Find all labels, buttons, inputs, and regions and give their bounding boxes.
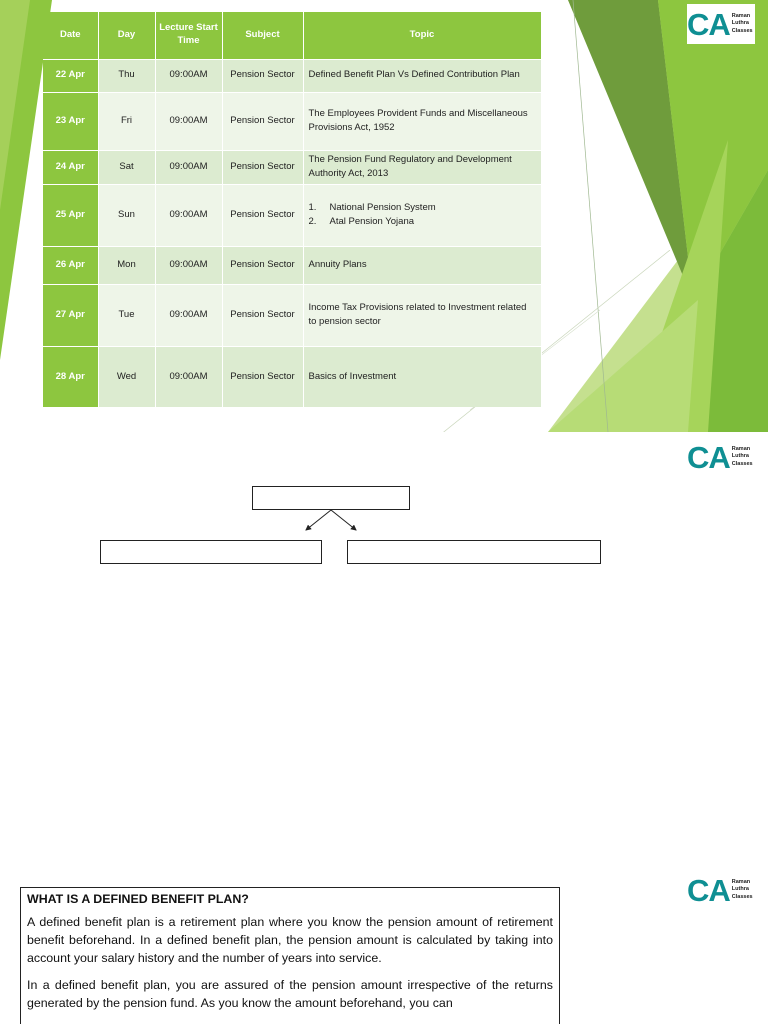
cell-day: Fri: [98, 92, 155, 150]
section-heading: WHAT IS A DEFINED BENEFIT PLAN?: [27, 892, 249, 906]
cell-topic: The Employees Provident Funds and Miscellaneous Provisions Act, 1952: [303, 92, 541, 150]
logo-names: [732, 446, 753, 468]
cell-topic: Annuity Plans: [303, 246, 541, 284]
cell-time: 09:00AM: [155, 92, 222, 150]
cell-day: Mon: [98, 246, 155, 284]
logo-line-3: Classes: [731, 893, 753, 900]
cell-day: Sat: [98, 150, 155, 184]
slide-schedule: [0, 0, 768, 432]
cell-subject: Pension Sector: [222, 284, 303, 346]
logo-names: [732, 879, 753, 901]
lecture-schedule-table: [43, 12, 542, 407]
logo-line-1: Raman: [731, 12, 751, 19]
logo-line-2: Luthra: [731, 886, 749, 893]
logo-line-1: Raman: [731, 445, 751, 452]
logo-line-3: Classes: [731, 27, 753, 34]
cell-time: 09:00AM: [155, 150, 222, 184]
table-header-row: [43, 12, 541, 59]
list-item: [309, 215, 537, 229]
logo: [687, 437, 755, 477]
cell-date: 26 Apr: [43, 246, 98, 284]
cell-date: 27 Apr: [43, 284, 98, 346]
cell-topic: Basics of Investment: [303, 346, 541, 407]
cell-topic: Defined Benefit Plan Vs Defined Contribution Plan: [303, 59, 541, 92]
logo: [687, 870, 755, 910]
cell-subject: Pension Sector: [222, 346, 303, 407]
header-subject: Subject: [222, 12, 303, 59]
cell-subject: Pension Sector: [222, 184, 303, 246]
cell-day: Tue: [98, 284, 155, 346]
slide-diagram: [0, 433, 768, 865]
cell-time: 09:00AM: [155, 246, 222, 284]
cell-date: 24 Apr: [43, 150, 98, 184]
logo-line-2: Luthra: [731, 20, 749, 27]
cell-topic: Income Tax Provisions related to Investment related to pension sector: [303, 284, 541, 346]
definition-text-box: [20, 887, 560, 1024]
cell-subject: Pension Sector: [222, 59, 303, 92]
paragraph-1: A defined benefit plan is a retirement plan where you know the pension amount of retirement benefit beforehand. In a defined benefit plan, the pension amount is calculated by taking into account your salary history and the number of years into service.: [27, 915, 553, 965]
cell-time: 09:00AM: [155, 284, 222, 346]
table-row: [43, 246, 541, 284]
table-row: [43, 284, 541, 346]
cell-time: 09:00AM: [155, 184, 222, 246]
logo: [687, 4, 755, 44]
cell-date: 23 Apr: [43, 92, 98, 150]
cell-day: Wed: [98, 346, 155, 407]
header-topic: Topic: [303, 12, 541, 59]
table-row: [43, 92, 541, 150]
cell-topic: The Pension Fund Regulatory and Development Authority Act, 2013: [303, 150, 541, 184]
slide-defined-benefit: [0, 866, 768, 1024]
diagram-left-box: [100, 540, 322, 564]
logo-line-2: Luthra: [731, 453, 749, 460]
header-lecture-start-time: Lecture Start Time: [155, 12, 222, 59]
list-number: 2.: [308, 216, 317, 227]
cell-subject: Pension Sector: [222, 150, 303, 184]
header-date: Date: [43, 12, 98, 59]
logo-mark: CA: [687, 872, 730, 908]
table-row: [43, 346, 541, 407]
cell-date: 22 Apr: [43, 59, 98, 92]
cell-day: Sun: [98, 184, 155, 246]
logo-line-3: Classes: [731, 460, 753, 467]
diagram-right-box: [347, 540, 601, 564]
topic-list: [309, 201, 537, 230]
list-text: National Pension System: [329, 201, 436, 213]
logo-mark: CA: [687, 6, 730, 42]
cell-subject: Pension Sector: [222, 92, 303, 150]
header-day: Day: [98, 12, 155, 59]
table-row: [43, 150, 541, 184]
logo-mark: CA: [687, 439, 730, 475]
cell-date: 25 Apr: [43, 184, 98, 246]
cell-subject: Pension Sector: [222, 246, 303, 284]
logo-names: [732, 13, 753, 35]
cell-date: 28 Apr: [43, 346, 98, 407]
list-item: [309, 201, 537, 215]
cell-time: 09:00AM: [155, 59, 222, 92]
cell-day: Thu: [98, 59, 155, 92]
cell-time: 09:00AM: [155, 346, 222, 407]
list-text: Atal Pension Yojana: [329, 216, 415, 227]
cell-topic: [303, 184, 541, 246]
diagram-top-box: [252, 486, 410, 510]
list-number: 1.: [308, 201, 317, 213]
paragraph-2: In a defined benefit plan, you are assured of the pension amount irrespective of the returns generated by the pension fund. As you know the amount beforehand, you can: [27, 977, 553, 1010]
logo-line-1: Raman: [731, 878, 751, 885]
table-row: [43, 184, 541, 246]
table-row: [43, 59, 541, 92]
